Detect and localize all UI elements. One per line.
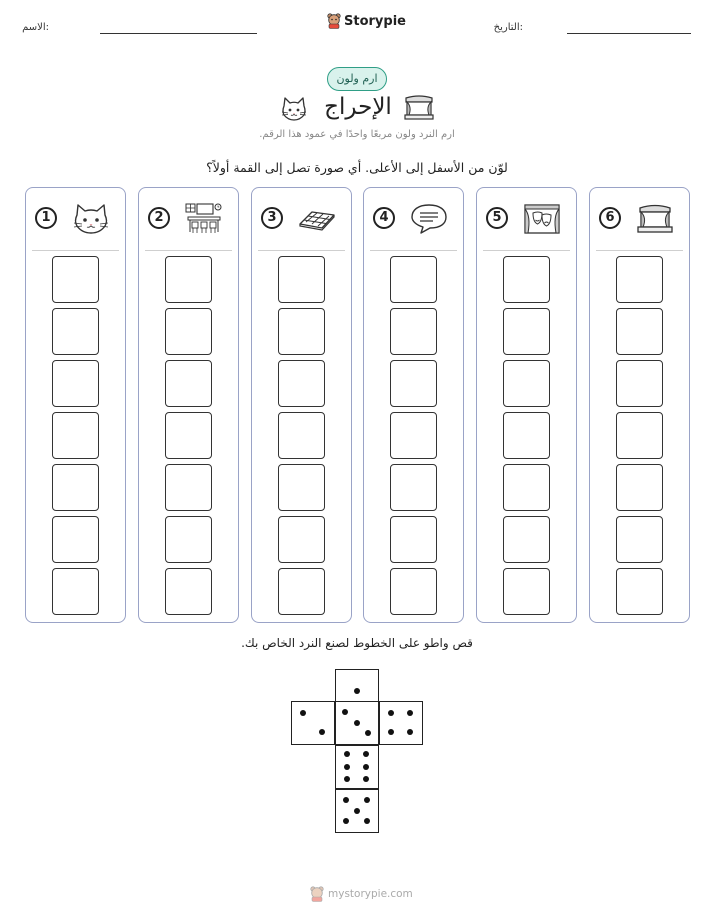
column-divider: [258, 250, 345, 251]
column-divider: [145, 250, 232, 251]
classroom-icon: [184, 202, 224, 236]
column-number: 1: [35, 207, 57, 229]
color-square[interactable]: [165, 412, 212, 459]
column-3: [251, 187, 352, 623]
die-face-2: [291, 701, 335, 745]
color-square[interactable]: [503, 516, 550, 563]
speech-bubble-icon: [409, 202, 449, 236]
bear-mascot-icon: [327, 13, 341, 29]
die-pip: [343, 797, 349, 803]
brand-name: Storypie: [344, 13, 406, 29]
column-number: 6: [599, 207, 621, 229]
color-square[interactable]: [165, 464, 212, 511]
die-pip: [365, 730, 371, 736]
color-square[interactable]: [278, 360, 325, 407]
die-pip: [344, 776, 350, 782]
die-pip: [364, 797, 370, 803]
color-square[interactable]: [616, 412, 663, 459]
color-square[interactable]: [278, 412, 325, 459]
color-square[interactable]: [390, 256, 437, 303]
column-number: 4: [373, 207, 395, 229]
color-square[interactable]: [390, 360, 437, 407]
die-pip: [407, 729, 413, 735]
color-square[interactable]: [278, 516, 325, 563]
color-square[interactable]: [165, 568, 212, 615]
die-face-6: [335, 745, 379, 789]
theater-masks-icon: [522, 202, 562, 236]
color-square[interactable]: [278, 308, 325, 355]
die-pip: [344, 751, 350, 757]
die-pip: [363, 776, 369, 782]
die-pip: [342, 709, 348, 715]
die-face-5: [335, 789, 379, 833]
cut-instruction: قص واطو على الخطوط لصنع النرد الخاص بك.: [241, 636, 473, 650]
die-pip: [300, 710, 306, 716]
color-square[interactable]: [503, 412, 550, 459]
color-square[interactable]: [390, 464, 437, 511]
storypie-logo: [327, 13, 406, 29]
die-face-3: [335, 701, 379, 745]
footer-url: mystorypie.com: [328, 888, 413, 900]
color-square[interactable]: [278, 568, 325, 615]
wooden-pallet-icon: [297, 202, 337, 236]
column-divider: [32, 250, 119, 251]
die-pip: [354, 688, 360, 694]
color-square[interactable]: [616, 256, 663, 303]
column-number: 5: [486, 207, 508, 229]
color-square[interactable]: [616, 464, 663, 511]
theater-stage-icon: [403, 94, 435, 122]
die-pip: [343, 818, 349, 824]
color-square[interactable]: [52, 256, 99, 303]
theater-stage-icon: [635, 202, 675, 236]
die-pip: [354, 808, 360, 814]
die-pip: [364, 818, 370, 824]
cat-icon: [280, 96, 308, 122]
subtitle: ارم النرد ولون مربعًا واحدًا في عمود هذا الرقم.: [259, 129, 455, 140]
die-pip: [319, 729, 325, 735]
color-square[interactable]: [278, 256, 325, 303]
column-number: 2: [148, 207, 170, 229]
color-square[interactable]: [390, 412, 437, 459]
die-pip: [344, 764, 350, 770]
color-square[interactable]: [165, 516, 212, 563]
color-square[interactable]: [503, 308, 550, 355]
color-square[interactable]: [165, 360, 212, 407]
instruction-text: لوّن من الأسفل إلى الأعلى. أي صورة تصل إلى القمة أولاً؟: [206, 160, 508, 175]
color-square[interactable]: [390, 516, 437, 563]
color-square[interactable]: [616, 516, 663, 563]
column-5: [476, 187, 577, 623]
die-pip: [363, 751, 369, 757]
die-pip: [388, 710, 394, 716]
color-square[interactable]: [165, 256, 212, 303]
name-field-line[interactable]: [100, 33, 257, 34]
die-pip: [407, 710, 413, 716]
activity-badge: ارم ولون: [327, 67, 387, 91]
color-square[interactable]: [503, 464, 550, 511]
die-pip: [388, 729, 394, 735]
color-square[interactable]: [616, 568, 663, 615]
cat-icon: [71, 202, 111, 236]
color-square[interactable]: [503, 256, 550, 303]
die-face-4: [379, 701, 423, 745]
color-square[interactable]: [52, 568, 99, 615]
column-2: [138, 187, 239, 623]
column-number: 3: [261, 207, 283, 229]
color-square[interactable]: [616, 308, 663, 355]
bear-mascot-icon: [310, 886, 324, 902]
column-divider: [596, 250, 683, 251]
page-title: الإحراج: [324, 94, 392, 120]
column-divider: [483, 250, 570, 251]
color-square[interactable]: [503, 568, 550, 615]
column-4: [363, 187, 464, 623]
column-1: [25, 187, 126, 623]
date-field-line[interactable]: [567, 33, 691, 34]
color-square[interactable]: [52, 412, 99, 459]
color-square[interactable]: [52, 360, 99, 407]
date-label: التاريخ:: [493, 22, 523, 33]
color-square[interactable]: [503, 360, 550, 407]
die-pip: [363, 764, 369, 770]
color-square[interactable]: [52, 308, 99, 355]
color-square[interactable]: [278, 464, 325, 511]
color-square[interactable]: [616, 360, 663, 407]
color-square[interactable]: [165, 308, 212, 355]
die-pip: [354, 720, 360, 726]
footer: [310, 886, 413, 902]
color-square[interactable]: [52, 516, 99, 563]
column-6: [589, 187, 690, 623]
color-square[interactable]: [390, 568, 437, 615]
name-label: الاسم:: [22, 22, 49, 33]
color-square[interactable]: [390, 308, 437, 355]
color-square[interactable]: [52, 464, 99, 511]
column-divider: [370, 250, 457, 251]
